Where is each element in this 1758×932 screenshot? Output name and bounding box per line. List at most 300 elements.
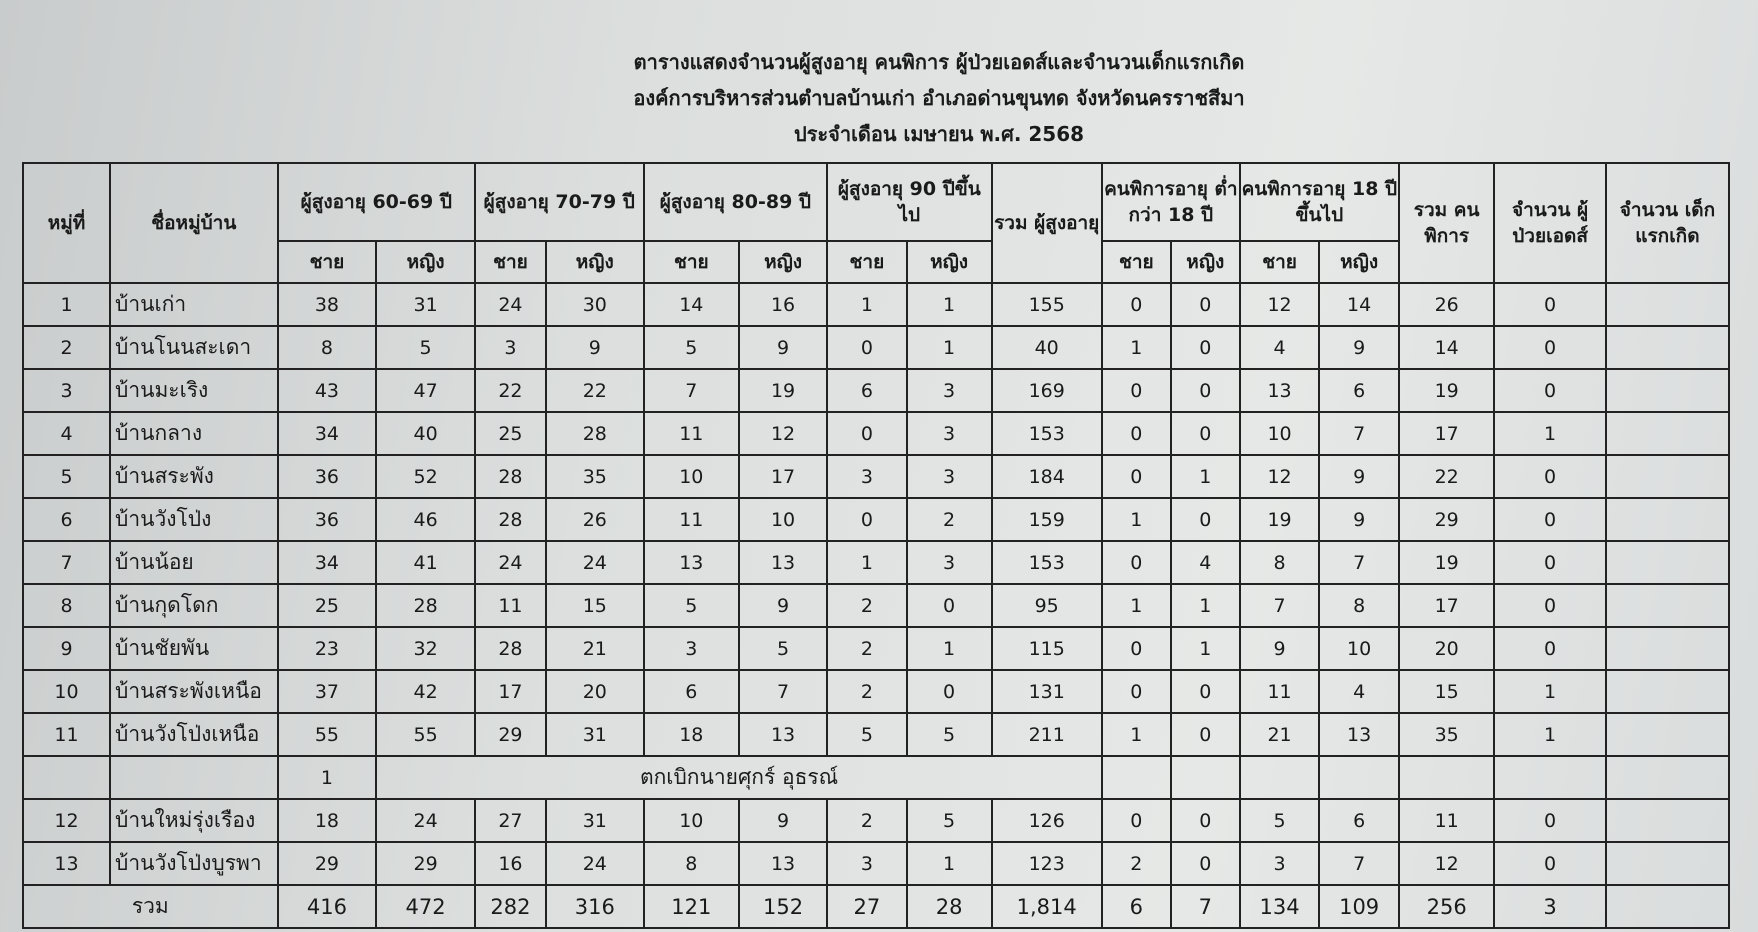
note-empty-cell	[1319, 756, 1399, 799]
value-cell: 1	[1171, 627, 1240, 670]
table-row	[23, 283, 1729, 326]
value-cell: 153	[992, 412, 1102, 455]
value-cell: 0	[907, 670, 992, 713]
value-cell: 9	[1319, 455, 1399, 498]
value-cell: 38	[278, 283, 377, 326]
value-cell: 169	[992, 369, 1102, 412]
value-cell: 0	[1102, 369, 1171, 412]
value-cell: 7	[644, 369, 739, 412]
value-cell: 14	[1399, 326, 1494, 369]
value-cell: 29	[475, 713, 546, 756]
value-cell: 5	[1240, 799, 1320, 842]
header-female: หญิง	[1319, 241, 1399, 283]
value-cell: 40	[376, 412, 475, 455]
value-cell: 159	[992, 498, 1102, 541]
value-cell: 28	[376, 584, 475, 627]
header-female: หญิง	[546, 241, 644, 283]
value-cell: 5	[827, 713, 907, 756]
value-cell: 29	[1399, 498, 1494, 541]
value-cell	[1606, 713, 1729, 756]
table-row	[23, 713, 1729, 756]
value-cell: 7	[1319, 412, 1399, 455]
table-row	[23, 584, 1729, 627]
value-cell: 10	[739, 498, 827, 541]
value-cell: 22	[546, 369, 644, 412]
value-cell: 13	[1240, 369, 1320, 412]
total-cell	[1606, 885, 1729, 928]
value-cell	[1606, 541, 1729, 584]
value-cell: 10	[644, 799, 739, 842]
value-cell: 1	[907, 326, 992, 369]
value-cell: 5	[739, 627, 827, 670]
value-cell: 0	[1494, 627, 1605, 670]
header-male: ชาย	[475, 241, 546, 283]
value-cell: 0	[1171, 842, 1240, 885]
value-cell: 3	[907, 541, 992, 584]
value-cell: 0	[1171, 326, 1240, 369]
total-cell: 27	[827, 885, 907, 928]
value-cell: 1	[827, 541, 907, 584]
village-no-cell: 11	[23, 713, 110, 756]
value-cell: 30	[546, 283, 644, 326]
village-no-cell: 2	[23, 326, 110, 369]
value-cell: 0	[827, 412, 907, 455]
value-cell: 9	[739, 326, 827, 369]
value-cell: 37	[278, 670, 377, 713]
value-cell: 0	[1494, 584, 1605, 627]
value-cell: 31	[376, 283, 475, 326]
total-cell: 282	[475, 885, 546, 928]
value-cell: 3	[907, 455, 992, 498]
village-name-cell: บ้านมะเริง	[110, 369, 278, 412]
table-body-total	[23, 885, 1729, 928]
value-cell: 10	[1319, 627, 1399, 670]
value-cell: 12	[1240, 283, 1320, 326]
header-village-name: ชื่อหมู่บ้าน	[110, 163, 278, 283]
value-cell: 7	[739, 670, 827, 713]
value-cell: 25	[278, 584, 377, 627]
header-male: ชาย	[278, 241, 377, 283]
value-cell: 3	[907, 412, 992, 455]
value-cell: 131	[992, 670, 1102, 713]
value-cell: 25	[475, 412, 546, 455]
header-newborn: จำนวน เด็กแรกเกิด	[1606, 163, 1729, 283]
value-cell: 0	[1171, 369, 1240, 412]
value-cell: 15	[546, 584, 644, 627]
value-cell: 0	[1102, 412, 1171, 455]
village-no-cell: 9	[23, 627, 110, 670]
value-cell: 5	[376, 326, 475, 369]
value-cell: 4	[1240, 326, 1320, 369]
value-cell: 32	[376, 627, 475, 670]
value-cell: 26	[1399, 283, 1494, 326]
value-cell: 4	[1319, 670, 1399, 713]
total-cell: 3	[1494, 885, 1605, 928]
value-cell: 95	[992, 584, 1102, 627]
value-cell: 29	[376, 842, 475, 885]
value-cell: 18	[644, 713, 739, 756]
value-cell: 1	[1171, 584, 1240, 627]
value-cell: 0	[1494, 326, 1605, 369]
value-cell: 9	[1319, 326, 1399, 369]
value-cell: 21	[1240, 713, 1320, 756]
village-name-cell: บ้านกุดโดก	[110, 584, 278, 627]
value-cell: 55	[278, 713, 377, 756]
header-male: ชาย	[644, 241, 739, 283]
value-cell: 13	[644, 541, 739, 584]
village-name-cell: บ้านวังโป่ง	[110, 498, 278, 541]
value-cell: 12	[1240, 455, 1320, 498]
header-disabled-18up: คนพิการอายุ 18 ปีขึ้นไป	[1240, 163, 1399, 241]
table-row	[23, 369, 1729, 412]
header-disabled-total: รวม คนพิการ	[1399, 163, 1494, 283]
village-name-cell: บ้านสระพัง	[110, 455, 278, 498]
note-count: 1	[278, 756, 377, 799]
value-cell: 55	[376, 713, 475, 756]
value-cell: 41	[376, 541, 475, 584]
table-body-note	[23, 756, 1729, 799]
village-no-cell: 10	[23, 670, 110, 713]
value-cell: 8	[644, 842, 739, 885]
village-name-cell: บ้านใหม่รุ่งเรือง	[110, 799, 278, 842]
value-cell: 19	[1399, 541, 1494, 584]
header-male: ชาย	[1102, 241, 1171, 283]
value-cell: 6	[827, 369, 907, 412]
village-name-cell: บ้านน้อย	[110, 541, 278, 584]
value-cell: 17	[1399, 584, 1494, 627]
value-cell: 6	[1319, 799, 1399, 842]
value-cell: 43	[278, 369, 377, 412]
value-cell: 20	[546, 670, 644, 713]
value-cell: 3	[1240, 842, 1320, 885]
village-name-cell: บ้านโนนสะเดา	[110, 326, 278, 369]
value-cell: 21	[546, 627, 644, 670]
header-village-no: หมู่ที่	[23, 163, 110, 283]
value-cell: 36	[278, 455, 377, 498]
value-cell: 36	[278, 498, 377, 541]
value-cell: 0	[1171, 713, 1240, 756]
value-cell: 24	[546, 842, 644, 885]
table-row	[23, 498, 1729, 541]
header-elder-80-89: ผู้สูงอายุ 80-89 ปี	[644, 163, 828, 241]
value-cell: 46	[376, 498, 475, 541]
table-row	[23, 541, 1729, 584]
value-cell	[1606, 670, 1729, 713]
value-cell	[1606, 627, 1729, 670]
total-cell: 472	[376, 885, 475, 928]
value-cell: 3	[827, 455, 907, 498]
value-cell: 1	[1171, 455, 1240, 498]
value-cell: 14	[1319, 283, 1399, 326]
value-cell: 0	[1494, 369, 1605, 412]
value-cell: 27	[475, 799, 546, 842]
statistics-table	[22, 162, 1730, 929]
village-name-cell: บ้านสระพังเหนือ	[110, 670, 278, 713]
value-cell: 28	[475, 627, 546, 670]
value-cell: 0	[1494, 498, 1605, 541]
value-cell: 0	[1102, 799, 1171, 842]
value-cell: 11	[475, 584, 546, 627]
total-cell: 134	[1240, 885, 1320, 928]
header-elder-70-79: ผู้สูงอายุ 70-79 ปี	[475, 163, 644, 241]
value-cell: 22	[475, 369, 546, 412]
value-cell: 34	[278, 541, 377, 584]
value-cell: 2	[827, 670, 907, 713]
value-cell: 26	[546, 498, 644, 541]
value-cell: 3	[907, 369, 992, 412]
header-male: ชาย	[827, 241, 907, 283]
value-cell: 9	[1319, 498, 1399, 541]
value-cell: 23	[278, 627, 377, 670]
value-cell: 0	[1171, 283, 1240, 326]
title-line-3: ประจำเดือน เมษายน พ.ศ. 2568	[793, 122, 1085, 146]
value-cell: 13	[739, 713, 827, 756]
value-cell: 0	[1171, 670, 1240, 713]
header-elder-total: รวม ผู้สูงอายุ	[992, 163, 1102, 283]
header-elder-60-69: ผู้สูงอายุ 60-69 ปี	[278, 163, 475, 241]
table-row	[23, 455, 1729, 498]
value-cell: 0	[827, 326, 907, 369]
table-row	[23, 627, 1729, 670]
value-cell: 29	[278, 842, 377, 885]
village-no-cell: 7	[23, 541, 110, 584]
value-cell: 0	[1102, 455, 1171, 498]
note-empty-cell	[1171, 756, 1240, 799]
note-empty-cell	[23, 756, 110, 799]
value-cell: 9	[739, 584, 827, 627]
value-cell: 1	[907, 627, 992, 670]
value-cell: 1	[1102, 713, 1171, 756]
header-female: หญิง	[376, 241, 475, 283]
value-cell: 0	[1102, 541, 1171, 584]
value-cell: 1	[827, 283, 907, 326]
value-cell	[1606, 412, 1729, 455]
value-cell: 19	[739, 369, 827, 412]
note-empty-cell	[1399, 756, 1494, 799]
value-cell: 2	[827, 627, 907, 670]
value-cell: 9	[739, 799, 827, 842]
value-cell	[1606, 369, 1729, 412]
value-cell: 8	[1240, 541, 1320, 584]
note-text: ตกเบิกนายศุกร์ อุธรณ์	[376, 756, 1102, 799]
village-name-cell: บ้านชัยพัน	[110, 627, 278, 670]
total-cell: 7	[1171, 885, 1240, 928]
value-cell: 7	[1319, 541, 1399, 584]
value-cell: 0	[1494, 541, 1605, 584]
village-name-cell: บ้านวังโป่งบูรพา	[110, 842, 278, 885]
value-cell: 20	[1399, 627, 1494, 670]
value-cell: 3	[475, 326, 546, 369]
value-cell: 1	[1494, 412, 1605, 455]
total-cell: 256	[1399, 885, 1494, 928]
value-cell: 153	[992, 541, 1102, 584]
title-line-1: ตารางแสดงจำนวนผู้สูงอายุ คนพิการ ผู้ป่วยเอดส์และจำนวนเด็กแรกเกิด	[633, 50, 1245, 74]
value-cell: 8	[278, 326, 377, 369]
value-cell: 40	[992, 326, 1102, 369]
value-cell: 0	[827, 498, 907, 541]
value-cell: 12	[739, 412, 827, 455]
value-cell: 0	[1102, 627, 1171, 670]
title-block	[0, 44, 1758, 152]
value-cell: 0	[1171, 498, 1240, 541]
value-cell: 2	[827, 799, 907, 842]
value-cell: 19	[1399, 369, 1494, 412]
table-row	[23, 799, 1729, 842]
value-cell: 5	[644, 584, 739, 627]
village-no-cell: 4	[23, 412, 110, 455]
value-cell: 0	[1494, 842, 1605, 885]
value-cell: 1	[1494, 713, 1605, 756]
village-no-cell: 3	[23, 369, 110, 412]
header-female: หญิง	[1171, 241, 1240, 283]
value-cell: 14	[644, 283, 739, 326]
total-label: รวม	[23, 885, 278, 928]
value-cell: 1	[1102, 326, 1171, 369]
note-row	[23, 756, 1729, 799]
table-row	[23, 842, 1729, 885]
value-cell: 6	[1319, 369, 1399, 412]
header-aids: จำนวน ผู้ป่วยเอดส์	[1494, 163, 1605, 283]
value-cell: 16	[475, 842, 546, 885]
value-cell: 155	[992, 283, 1102, 326]
value-cell	[1606, 842, 1729, 885]
value-cell: 123	[992, 842, 1102, 885]
value-cell	[1606, 799, 1729, 842]
value-cell	[1606, 498, 1729, 541]
value-cell: 34	[278, 412, 377, 455]
note-empty-cell	[110, 756, 278, 799]
title-line-2: องค์การบริหารส่วนตำบลบ้านเก่า อำเภอด่านขุนทด จังหวัดนครราชสีมา	[633, 86, 1245, 110]
value-cell: 184	[992, 455, 1102, 498]
value-cell: 9	[1240, 627, 1320, 670]
value-cell: 24	[475, 283, 546, 326]
value-cell: 1	[1102, 498, 1171, 541]
value-cell: 13	[1319, 713, 1399, 756]
village-no-cell: 12	[23, 799, 110, 842]
value-cell: 52	[376, 455, 475, 498]
total-cell: 109	[1319, 885, 1399, 928]
value-cell: 13	[739, 541, 827, 584]
value-cell: 11	[644, 412, 739, 455]
value-cell: 35	[546, 455, 644, 498]
value-cell: 0	[1102, 670, 1171, 713]
value-cell: 19	[1240, 498, 1320, 541]
value-cell: 2	[907, 498, 992, 541]
value-cell	[1606, 584, 1729, 627]
value-cell: 13	[739, 842, 827, 885]
value-cell: 6	[644, 670, 739, 713]
value-cell: 47	[376, 369, 475, 412]
value-cell: 4	[1171, 541, 1240, 584]
value-cell: 28	[475, 498, 546, 541]
total-cell: 152	[739, 885, 827, 928]
value-cell: 17	[475, 670, 546, 713]
note-empty-cell	[1240, 756, 1320, 799]
total-cell: 28	[907, 885, 992, 928]
village-no-cell: 6	[23, 498, 110, 541]
value-cell: 115	[992, 627, 1102, 670]
value-cell: 0	[907, 584, 992, 627]
value-cell: 28	[475, 455, 546, 498]
village-name-cell: บ้านเก่า	[110, 283, 278, 326]
value-cell: 10	[1240, 412, 1320, 455]
value-cell: 5	[907, 799, 992, 842]
value-cell: 0	[1102, 283, 1171, 326]
value-cell: 22	[1399, 455, 1494, 498]
value-cell: 31	[546, 799, 644, 842]
value-cell: 11	[1240, 670, 1320, 713]
value-cell	[1606, 283, 1729, 326]
value-cell: 1	[1102, 584, 1171, 627]
note-empty-cell	[1606, 756, 1729, 799]
village-name-cell: บ้านวังโป่งเหนือ	[110, 713, 278, 756]
village-no-cell: 8	[23, 584, 110, 627]
value-cell: 35	[1399, 713, 1494, 756]
header-elder-90-up: ผู้สูงอายุ 90 ปีขึ้นไป	[827, 163, 991, 241]
value-cell: 12	[1399, 842, 1494, 885]
value-cell: 211	[992, 713, 1102, 756]
village-no-cell: 5	[23, 455, 110, 498]
table-body-main	[23, 283, 1729, 756]
value-cell: 24	[475, 541, 546, 584]
value-cell: 0	[1171, 799, 1240, 842]
table-row	[23, 326, 1729, 369]
header-female: หญิง	[739, 241, 827, 283]
value-cell: 126	[992, 799, 1102, 842]
note-empty-cell	[1102, 756, 1171, 799]
value-cell: 9	[546, 326, 644, 369]
value-cell: 24	[546, 541, 644, 584]
value-cell: 17	[1399, 412, 1494, 455]
total-cell: 316	[546, 885, 644, 928]
value-cell: 18	[278, 799, 377, 842]
value-cell: 42	[376, 670, 475, 713]
value-cell: 11	[644, 498, 739, 541]
value-cell: 28	[546, 412, 644, 455]
village-no-cell: 13	[23, 842, 110, 885]
header-male: ชาย	[1240, 241, 1320, 283]
value-cell: 0	[1494, 455, 1605, 498]
value-cell: 1	[907, 283, 992, 326]
value-cell: 15	[1399, 670, 1494, 713]
value-cell: 10	[644, 455, 739, 498]
value-cell: 5	[644, 326, 739, 369]
total-row	[23, 885, 1729, 928]
value-cell: 2	[827, 584, 907, 627]
value-cell: 11	[1399, 799, 1494, 842]
value-cell: 3	[827, 842, 907, 885]
table-row	[23, 412, 1729, 455]
value-cell: 1	[1494, 670, 1605, 713]
village-no-cell: 1	[23, 283, 110, 326]
header-disabled-under18: คนพิการอายุ ต่ำกว่า 18 ปี	[1102, 163, 1240, 241]
value-cell: 7	[1319, 842, 1399, 885]
value-cell: 0	[1171, 412, 1240, 455]
total-cell: 416	[278, 885, 377, 928]
note-empty-cell	[1494, 756, 1605, 799]
value-cell: 16	[739, 283, 827, 326]
value-cell: 17	[739, 455, 827, 498]
value-cell: 31	[546, 713, 644, 756]
value-cell: 7	[1240, 584, 1320, 627]
total-cell: 121	[644, 885, 739, 928]
total-cell: 6	[1102, 885, 1171, 928]
value-cell: 3	[644, 627, 739, 670]
value-cell: 8	[1319, 584, 1399, 627]
value-cell: 5	[907, 713, 992, 756]
value-cell: 0	[1494, 799, 1605, 842]
table-row	[23, 670, 1729, 713]
